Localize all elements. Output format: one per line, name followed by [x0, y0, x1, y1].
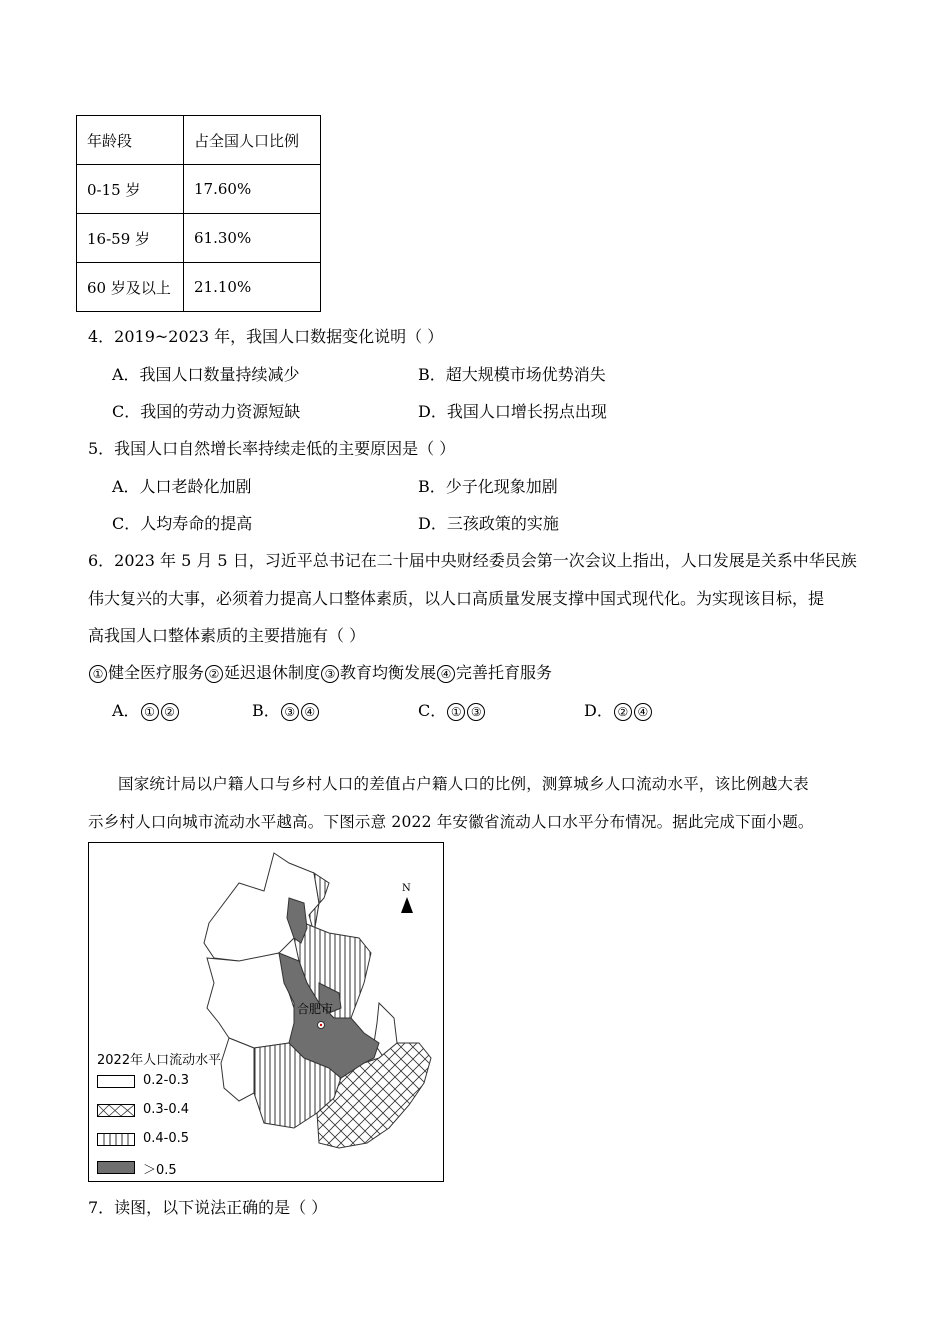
- question-5-option-c: C．人均寿命的提高: [112, 514, 253, 533]
- question-6-stem-line-3: 高我国人口整体素质的主要措施有（ ）: [88, 626, 366, 645]
- table-cell: 60 岁及以上: [77, 263, 184, 312]
- statement-text: 完善托育服务: [456, 663, 553, 682]
- question-6-option-d: [584, 701, 653, 721]
- north-arrow-icon: [401, 897, 413, 913]
- table-header-cell: 占全国人口比例: [184, 116, 321, 165]
- option-letter: A．: [112, 701, 140, 720]
- legend-swatch-cross: [97, 1104, 135, 1117]
- table-header-row: [77, 116, 321, 165]
- question-6-stem-line-1: 6．2023 年 5 月 5 日，习近平总书记在二十届中央财经委员会第一次会议上指出，人口发展是关系中华民族: [88, 551, 857, 570]
- statement-number: ②: [161, 703, 179, 721]
- statement-number: ③: [321, 665, 339, 683]
- question-5-option-b: B．少子化现象加剧: [418, 477, 558, 496]
- table-cell: 21.10%: [184, 263, 321, 312]
- table-row: [77, 263, 321, 312]
- legend-swatch-dark: [97, 1161, 135, 1174]
- question-4-option-b: B．超大规模市场优势消失: [418, 365, 606, 384]
- question-7-stem: 7．读图，以下说法正确的是（ ）: [88, 1198, 328, 1217]
- question-6-option-a: [112, 701, 180, 721]
- option-letter: B．: [252, 701, 280, 720]
- question-6-option-b: [252, 701, 320, 721]
- statement-number: ②: [205, 665, 223, 683]
- question-5-stem: 5．我国人口自然增长率持续走低的主要原因是（ ）: [88, 439, 456, 458]
- question-6-option-c: [418, 701, 486, 721]
- legend-label: 0.4-0.5: [143, 1131, 190, 1146]
- statement-number: ③: [281, 703, 299, 721]
- option-letter: D．: [584, 701, 613, 720]
- region-south-west: [221, 1038, 254, 1101]
- legend-swatch-white: [97, 1075, 135, 1088]
- statement-number: ①: [447, 703, 465, 721]
- statement-number: ④: [301, 703, 319, 721]
- question-6-statements: [88, 663, 552, 683]
- intro-line-1: 国家统计局以户籍人口与乡村人口的差值占户籍人口的比例，测算城乡人口流动水平，该比例越大表: [118, 775, 809, 793]
- question-5-option-a: A．人口老龄化加剧: [112, 477, 252, 496]
- table-cell: 0-15 岁: [77, 165, 184, 214]
- question-4-option-a: A．我国人口数量持续减少: [112, 365, 300, 384]
- statement-text: 健全医疗服务: [108, 663, 205, 682]
- statement-number: ①: [89, 665, 107, 683]
- question-5-option-d: D．三孩政策的实施: [418, 514, 559, 533]
- table-cell: 17.60%: [184, 165, 321, 214]
- statement-number: ③: [467, 703, 485, 721]
- table-header-cell: 年龄段: [77, 116, 184, 165]
- statement-text: 延迟退休制度: [224, 663, 321, 682]
- statement-text: 教育均衡发展: [340, 663, 437, 682]
- north-label: N: [402, 883, 411, 894]
- table-row: [77, 214, 321, 263]
- question-4-option-d: D．我国人口增长拐点出现: [418, 402, 607, 421]
- table-row: [77, 165, 321, 214]
- legend-label: 0.3-0.4: [143, 1102, 190, 1117]
- legend-title: 2022年人口流动水平: [97, 1053, 222, 1068]
- statement-number: ②: [614, 703, 632, 721]
- legend-label: 0.2-0.3: [143, 1073, 190, 1088]
- statement-number: ①: [141, 703, 159, 721]
- hefei-marker-dot: [320, 1024, 322, 1026]
- question-6-stem-line-2: 伟大复兴的大事，必须着力提高人口整体素质，以人口高质量发展支撑中国式现代化。为实现该目标，提: [88, 589, 825, 608]
- statement-number: ④: [634, 703, 652, 721]
- legend-swatch-stripe: [97, 1133, 135, 1146]
- table-cell: 16-59 岁: [77, 214, 184, 263]
- hefei-label: 合肥市: [297, 1002, 334, 1016]
- statement-number: ④: [437, 665, 455, 683]
- table-cell: 61.30%: [184, 214, 321, 263]
- question-4-option-c: C．我国的劳动力资源短缺: [112, 402, 301, 421]
- option-letter: C．: [418, 701, 447, 720]
- legend-label: ＞0.5: [143, 1163, 177, 1178]
- age-population-table: [76, 115, 321, 312]
- intro-line-2: 示乡村人口向城市流动水平越高。下图示意 2022 年安徽省流动人口水平分布情况。据此完成下面小题。: [88, 813, 814, 831]
- anhui-population-flow-map: [88, 842, 444, 1182]
- question-4-stem: 4．2019~2023 年，我国人口数据变化说明（ ）: [88, 327, 444, 346]
